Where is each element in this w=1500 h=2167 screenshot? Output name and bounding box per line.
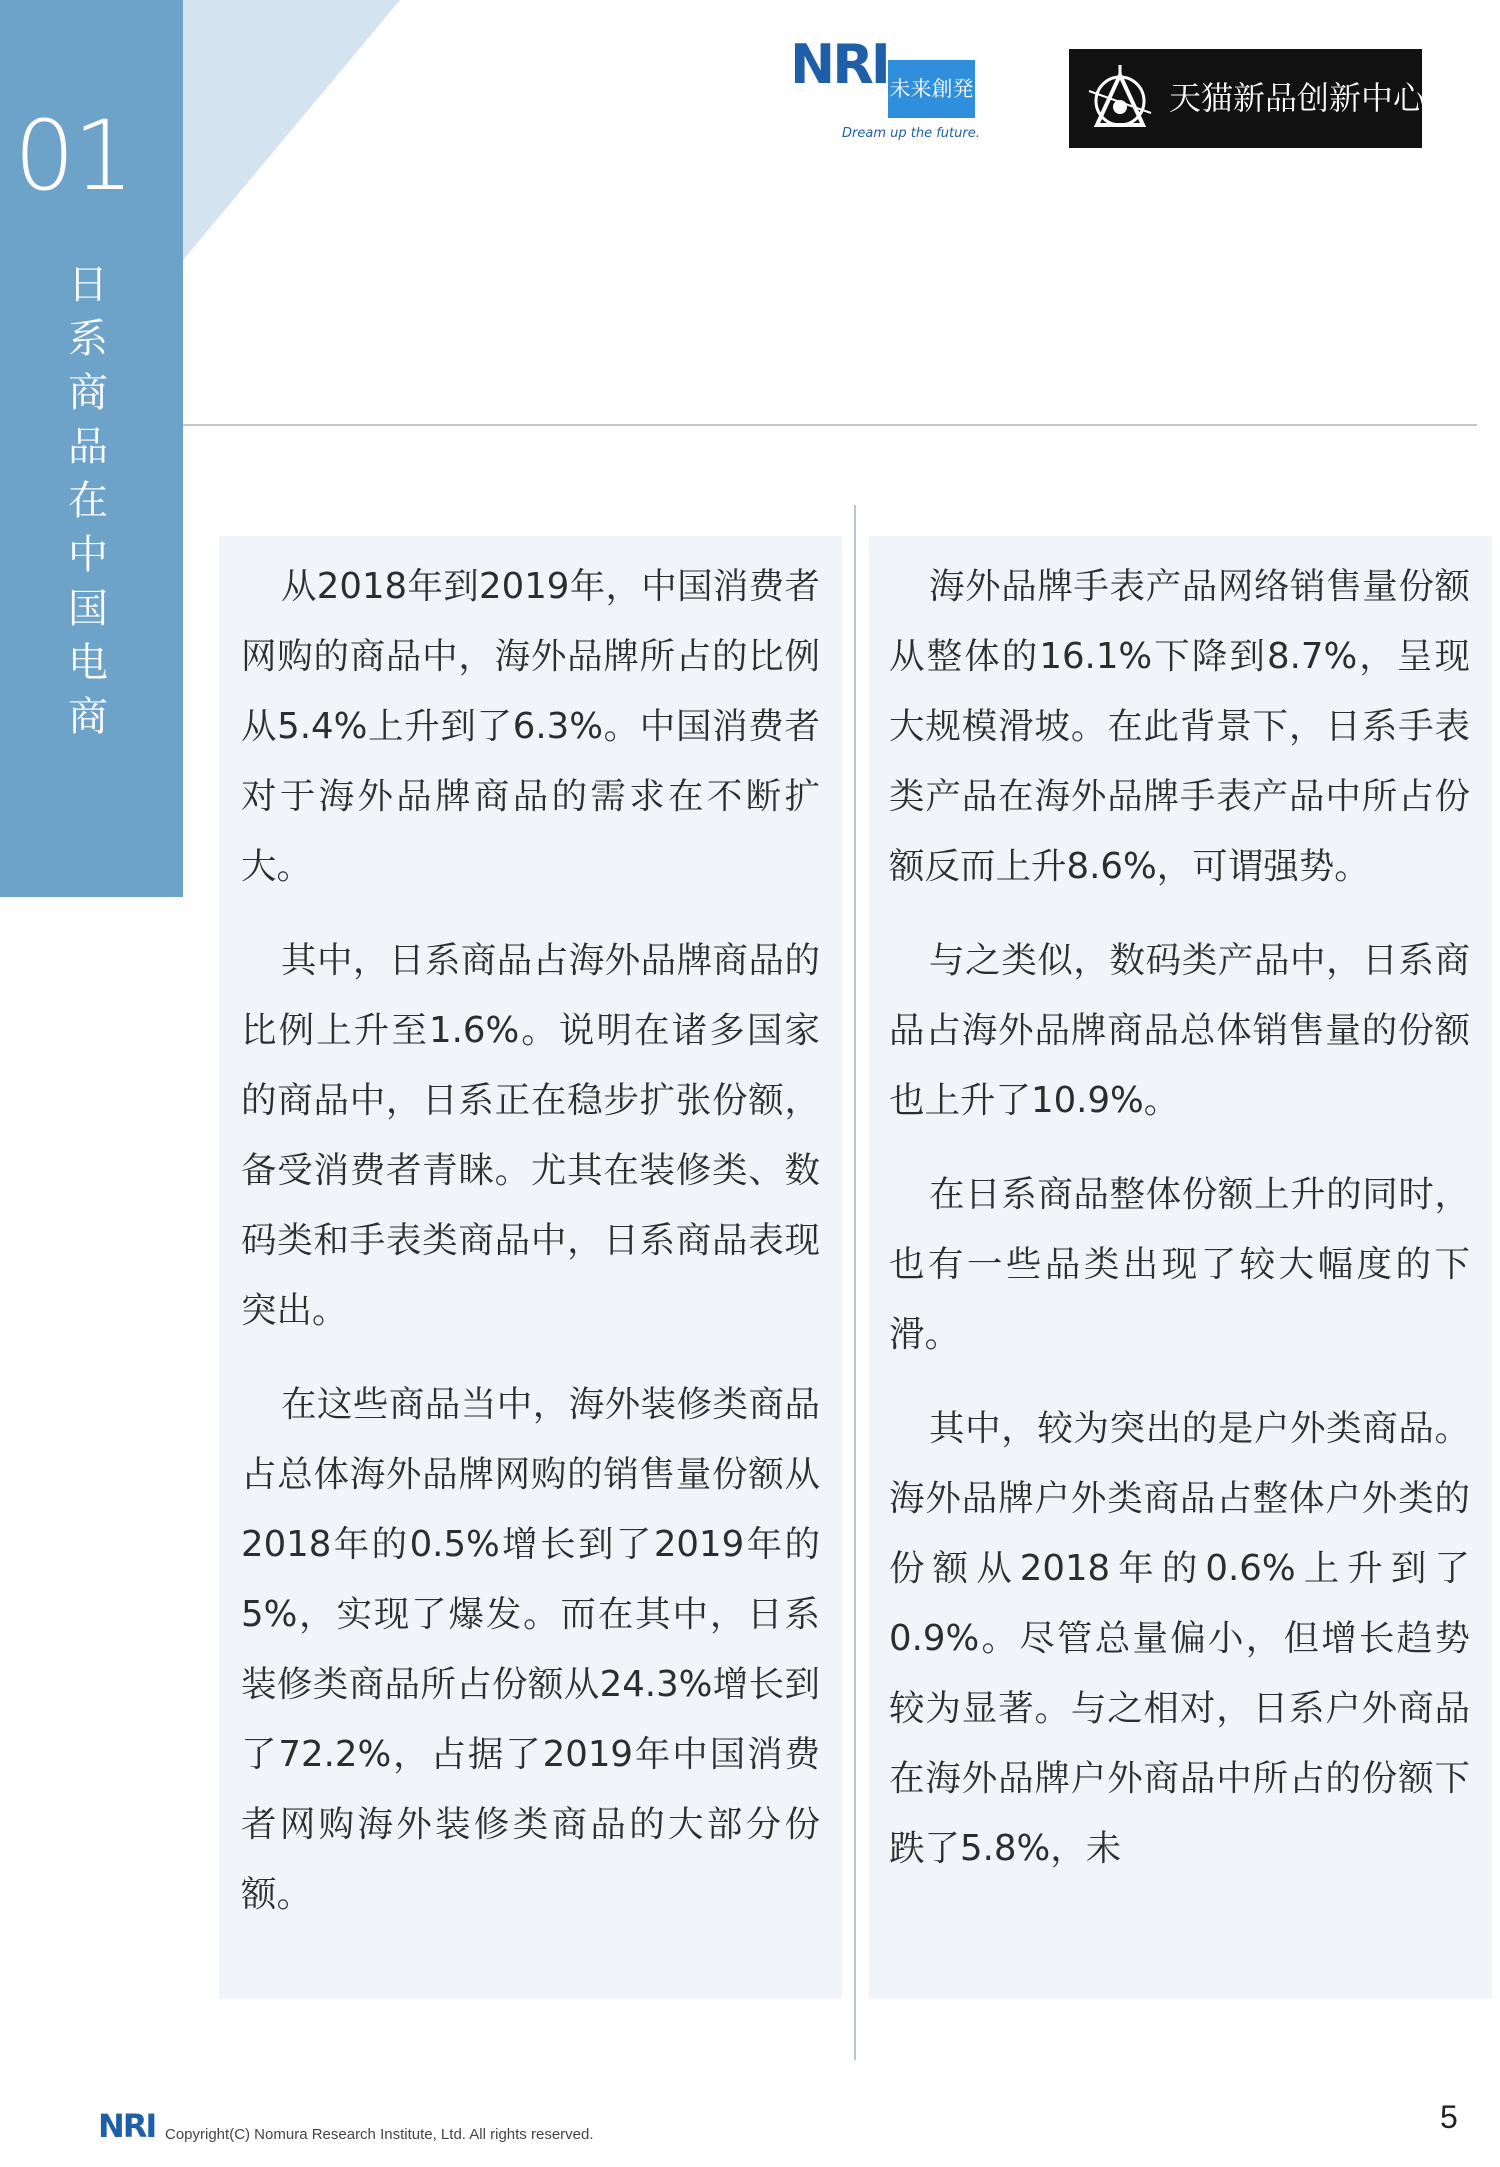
nri-tagline: Dream up the future. [842,126,980,141]
chapter-title-char: 商 [68,370,108,416]
column-divider [854,505,856,2060]
paragraph: 从2018年到2019年，中国消费者网购的商品中，海外品牌所占的比例从5.4%上升到了6.3%。中国消费者对于海外品牌商品的需求在不断扩大。 [241,566,820,887]
footer-nri-logo: NRI [98,2107,156,2145]
nri-logo-box: 未来創発 [888,60,975,118]
chapter-number: 01 [14,100,133,212]
chapter-sidebar [0,0,183,897]
left-text-column [219,536,842,1999]
right-text-column [869,536,1492,1999]
paragraph: 与之类似，数码类产品中，日系商品占海外品牌商品总体销售量的份额也上升了10.9%。 [889,940,1470,1121]
chapter-title-char: 在 [68,478,108,524]
paragraph: 在这些商品当中，海外装修类商品占总体海外品牌网购的销售量份额从2018年的0.5%增长到了2019年的5%，实现了爆发。而在其中，日系装修类商品所占份额从24.3%增长到了72.2%，占据了2019年中国消费者网购海外装修类商品的大部分份额。 [241,1384,820,1915]
chapter-title-char: 商 [68,694,108,740]
header-divider [183,424,1477,426]
chapter-title [62,258,114,744]
chapter-title-char: 日 [68,262,108,308]
paragraph: 其中，日系商品占海外品牌商品的比例上升至1.6%。说明在诸多国家的商品中，日系正在稳步扩张份额，备受消费者青睐。尤其在装修类、数码类和手表类商品中，日系商品表现突出。 [241,940,820,1331]
nri-logo-letters: NRI [790,33,888,96]
copyright-text: Copyright(C) Nomura Research Institute, Ltd. All rights reserved. [165,2126,594,2143]
paragraph: 其中，较为突出的是户外类商品。海外品牌户外类商品占整体户外类的份额从2018年的0.6%上升到了0.9%。尽管总量偏小，但增长趋势较为显著。与之相对，日系户外商品在海外品牌户外商品中所占的份额下跌了5.8%，未 [889,1408,1470,1869]
chapter-title-char: 国 [68,586,108,632]
tmall-logo-text: 天猫新品创新中心 [1169,79,1426,117]
tmall-innovation-icon [1083,61,1157,135]
nri-logo [790,33,990,148]
header-decoration-triangle [183,0,400,260]
chapter-title-char: 电 [68,640,108,686]
paragraph: 在日系商品整体份额上升的同时，也有一些品类出现了较大幅度的下滑。 [889,1174,1470,1355]
paragraph: 海外品牌手表产品网络销售量份额从整体的16.1%下降到8.7%，呈现大规模滑坡。在此背景下，日系手表类产品在海外品牌手表产品中所占份额反而上升8.6%，可谓强势。 [889,566,1470,887]
chapter-title-char: 系 [68,316,108,362]
tmall-logo [1069,49,1426,148]
page-number: 5 [1440,2099,1458,2135]
chapter-title-char: 中 [68,532,108,578]
chapter-title-char: 品 [68,424,108,470]
